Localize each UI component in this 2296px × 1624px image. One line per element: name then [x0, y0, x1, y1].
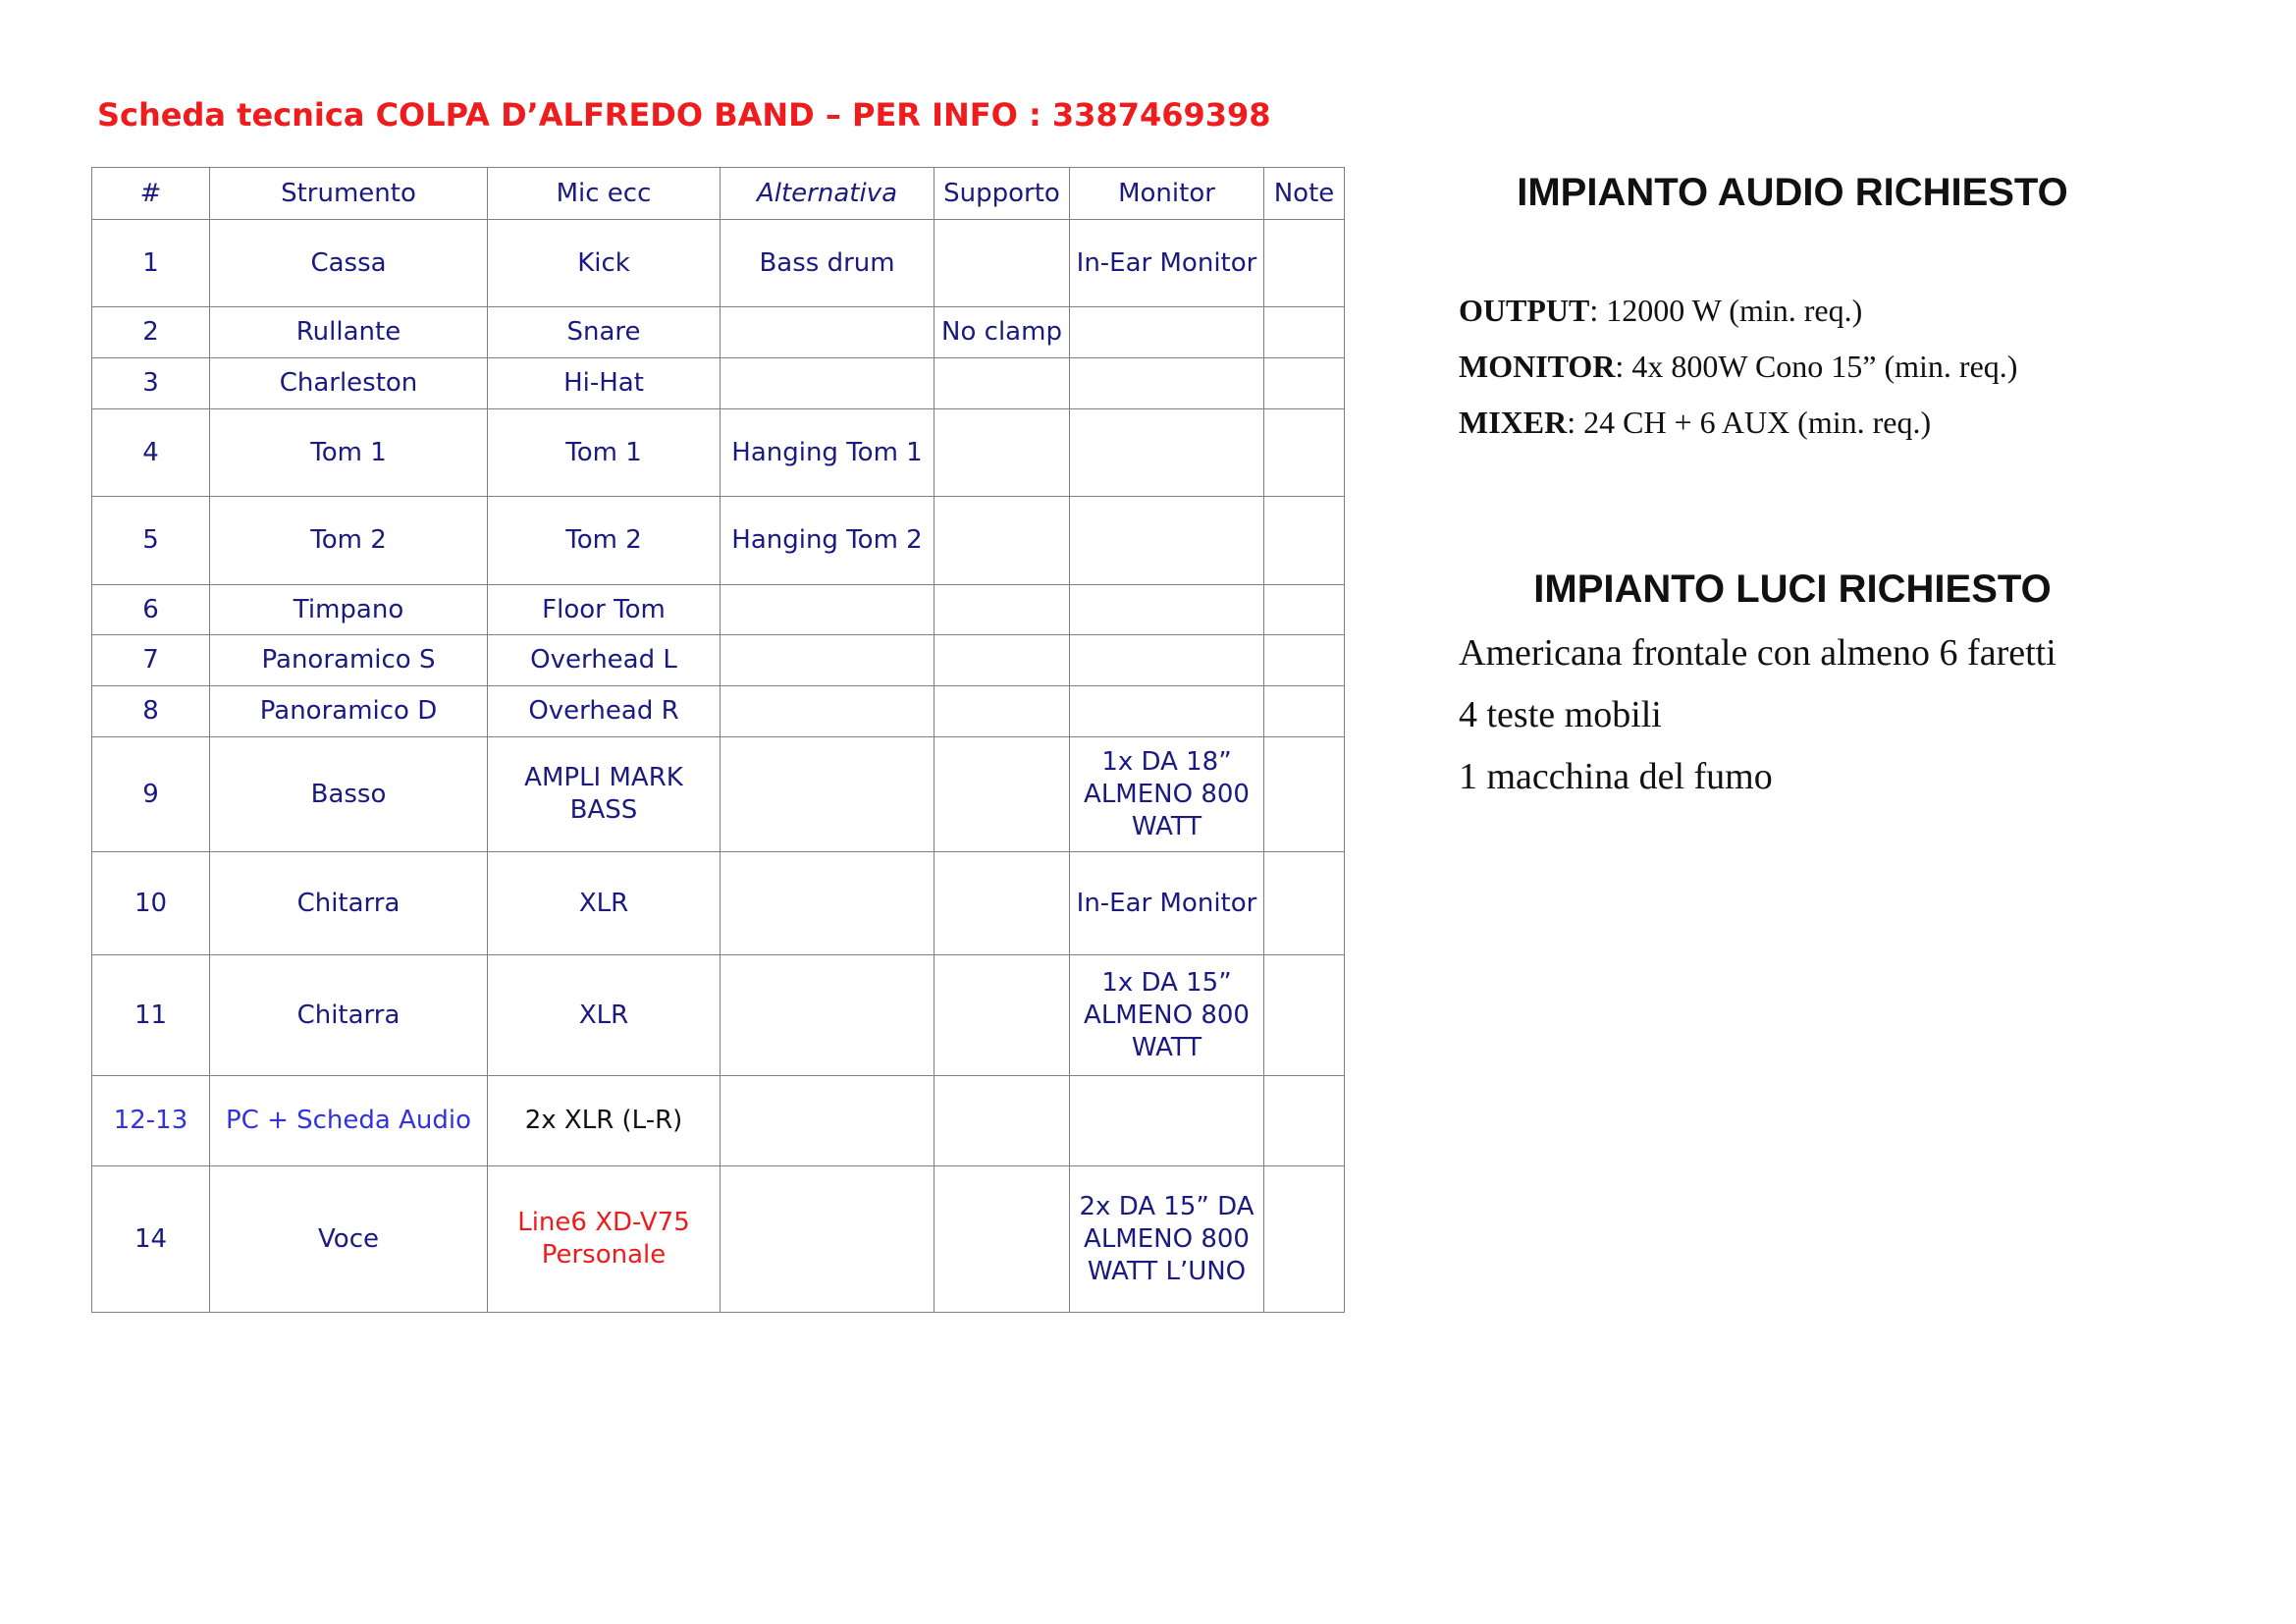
- cell-number: 1: [92, 220, 210, 307]
- cell-supporto: [934, 852, 1070, 955]
- cell-mic: Overhead R: [488, 686, 721, 737]
- cell-supporto: [934, 1076, 1070, 1166]
- cell-supporto: [934, 635, 1070, 686]
- table-row: [92, 1166, 1345, 1313]
- cell-number: 2: [92, 307, 210, 358]
- cell-mic: Hi-Hat: [488, 358, 721, 409]
- table-row: [92, 358, 1345, 409]
- table-row: [92, 307, 1345, 358]
- cell-note: [1264, 852, 1345, 955]
- table-row: [92, 409, 1345, 497]
- cell-supporto: [934, 497, 1070, 585]
- lights-line: Americana frontale con almeno 6 faretti: [1459, 632, 2056, 674]
- cell-strumento: Cassa: [210, 220, 488, 307]
- cell-strumento: Chitarra: [210, 852, 488, 955]
- table-row: [92, 686, 1345, 737]
- cell-strumento: Panoramico S: [210, 635, 488, 686]
- cell-monitor: 2x DA 15” DA ALMENO 800 WATT L’UNO: [1070, 1166, 1264, 1313]
- monitor-value: : 4x 800W Cono 15” (min. req.): [1615, 349, 2018, 384]
- document-title: Scheda tecnica COLPA D’ALFREDO BAND – PER INFO : 3387469398: [97, 96, 1271, 134]
- cell-number: 6: [92, 585, 210, 635]
- cell-mic: XLR: [488, 852, 721, 955]
- cell-alternativa: [721, 635, 934, 686]
- cell-strumento: Timpano: [210, 585, 488, 635]
- cell-note: [1264, 635, 1345, 686]
- cell-mic: Kick: [488, 220, 721, 307]
- mixer-label: MIXER: [1459, 405, 1568, 440]
- cell-supporto: [934, 737, 1070, 852]
- cell-note: [1264, 1166, 1345, 1313]
- cell-note: [1264, 307, 1345, 358]
- lights-line: 1 macchina del fumo: [1459, 756, 1773, 797]
- cell-number: 11: [92, 955, 210, 1076]
- cell-strumento: Basso: [210, 737, 488, 852]
- cell-alternativa: [721, 358, 934, 409]
- cell-supporto: [934, 1166, 1070, 1313]
- lights-line: 4 teste mobili: [1459, 694, 1662, 735]
- cell-strumento: Chitarra: [210, 955, 488, 1076]
- cell-supporto: [934, 358, 1070, 409]
- cell-monitor: [1070, 1076, 1264, 1166]
- cell-note: [1264, 409, 1345, 497]
- cell-alternativa: [721, 737, 934, 852]
- cell-number: 4: [92, 409, 210, 497]
- cell-monitor: [1070, 585, 1264, 635]
- table-row: [92, 1076, 1345, 1166]
- audio-monitor-line: [1459, 349, 2017, 385]
- cell-monitor: [1070, 635, 1264, 686]
- cell-mic: Floor Tom: [488, 585, 721, 635]
- audio-mixer-line: [1459, 405, 1931, 441]
- cell-alternativa: [721, 686, 934, 737]
- audio-section-title: IMPIANTO AUDIO RICHIESTO: [1517, 171, 2068, 214]
- lights-section-title: IMPIANTO LUCI RICHIESTO: [1533, 568, 2052, 611]
- cell-number: 14: [92, 1166, 210, 1313]
- cell-strumento: Rullante: [210, 307, 488, 358]
- cell-note: [1264, 497, 1345, 585]
- cell-alternativa: [721, 585, 934, 635]
- cell-alternativa: Hanging Tom 2: [721, 497, 934, 585]
- cell-mic: AMPLI MARK BASS: [488, 737, 721, 852]
- monitor-label: MONITOR: [1459, 349, 1616, 384]
- cell-monitor: [1070, 307, 1264, 358]
- cell-alternativa: [721, 955, 934, 1076]
- cell-monitor: [1070, 358, 1264, 409]
- output-label: OUTPUT: [1459, 293, 1590, 328]
- header-strumento: Strumento: [210, 168, 488, 220]
- table-header-row: [92, 168, 1345, 220]
- cell-note: [1264, 686, 1345, 737]
- cell-monitor: [1070, 497, 1264, 585]
- cell-number: 8: [92, 686, 210, 737]
- cell-mic: Snare: [488, 307, 721, 358]
- cell-supporto: [934, 220, 1070, 307]
- cell-mic: Tom 1: [488, 409, 721, 497]
- table-row: [92, 852, 1345, 955]
- technical-rider-table: [91, 167, 1345, 1313]
- cell-mic: Overhead L: [488, 635, 721, 686]
- audio-output-line: [1459, 293, 1862, 329]
- cell-strumento: PC + Scheda Audio: [210, 1076, 488, 1166]
- cell-supporto: [934, 409, 1070, 497]
- output-value: : 12000 W (min. req.): [1589, 293, 1863, 328]
- table-row: [92, 635, 1345, 686]
- cell-monitor: 1x DA 15” ALMENO 800 WATT: [1070, 955, 1264, 1076]
- cell-alternativa: Hanging Tom 1: [721, 409, 934, 497]
- cell-number: 5: [92, 497, 210, 585]
- table-row: [92, 220, 1345, 307]
- cell-note: [1264, 737, 1345, 852]
- cell-note: [1264, 585, 1345, 635]
- cell-alternativa: [721, 1166, 934, 1313]
- cell-number: 3: [92, 358, 210, 409]
- cell-number: 9: [92, 737, 210, 852]
- header-alternativa: Alternativa: [721, 168, 934, 220]
- cell-mic: Tom 2: [488, 497, 721, 585]
- cell-monitor: In-Ear Monitor: [1070, 220, 1264, 307]
- header-monitor: Monitor: [1070, 168, 1264, 220]
- cell-mic: Line6 XD-V75 Personale: [488, 1166, 721, 1313]
- cell-mic: XLR: [488, 955, 721, 1076]
- header-supporto: Supporto: [934, 168, 1070, 220]
- cell-note: [1264, 358, 1345, 409]
- cell-supporto: [934, 585, 1070, 635]
- cell-strumento: Voce: [210, 1166, 488, 1313]
- cell-alternativa: [721, 1076, 934, 1166]
- table-row: [92, 737, 1345, 852]
- cell-alternativa: [721, 852, 934, 955]
- cell-number: 12-13: [92, 1076, 210, 1166]
- cell-monitor: 1x DA 18” ALMENO 800 WATT: [1070, 737, 1264, 852]
- cell-supporto: [934, 686, 1070, 737]
- cell-monitor: In-Ear Monitor: [1070, 852, 1264, 955]
- table-row: [92, 497, 1345, 585]
- cell-strumento: Tom 1: [210, 409, 488, 497]
- cell-strumento: Panoramico D: [210, 686, 488, 737]
- cell-number: 7: [92, 635, 210, 686]
- cell-strumento: Charleston: [210, 358, 488, 409]
- header-mic: Mic ecc: [488, 168, 721, 220]
- cell-supporto: [934, 955, 1070, 1076]
- table-row: [92, 955, 1345, 1076]
- cell-alternativa: Bass drum: [721, 220, 934, 307]
- cell-strumento: Tom 2: [210, 497, 488, 585]
- cell-monitor: [1070, 686, 1264, 737]
- cell-supporto: No clamp: [934, 307, 1070, 358]
- cell-note: [1264, 1076, 1345, 1166]
- cell-monitor: [1070, 409, 1264, 497]
- header-number: #: [92, 168, 210, 220]
- cell-alternativa: [721, 307, 934, 358]
- cell-mic: 2x XLR (L-R): [488, 1076, 721, 1166]
- table-row: [92, 585, 1345, 635]
- header-note: Note: [1264, 168, 1345, 220]
- cell-note: [1264, 955, 1345, 1076]
- cell-note: [1264, 220, 1345, 307]
- mixer-value: : 24 CH + 6 AUX (min. req.): [1567, 405, 1932, 440]
- cell-number: 10: [92, 852, 210, 955]
